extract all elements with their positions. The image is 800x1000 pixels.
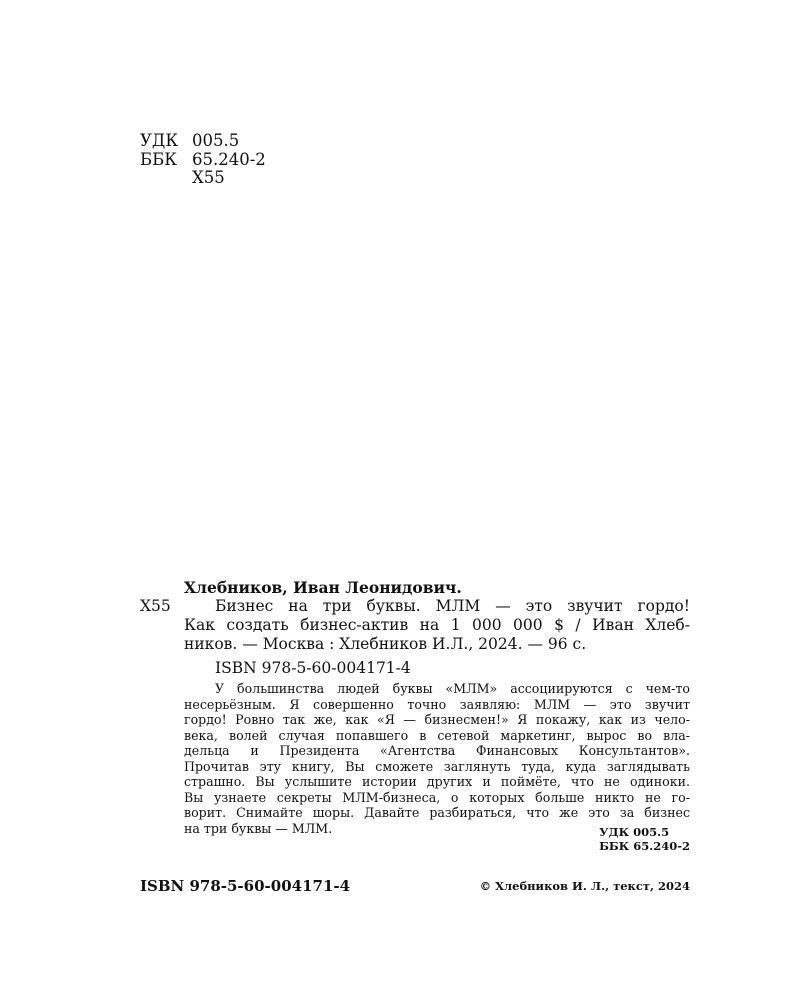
title-line: Бизнес на три буквы. МЛМ — это звучит гордо! — [215, 597, 690, 615]
annotation-line: века, волей случая попавшего в сетевой маркетинг, вырос во вла- — [184, 727, 690, 743]
record-isbn: ISBN 978-5-60-004171-4 — [215, 659, 411, 677]
udk-label: УДК — [140, 131, 179, 150]
author-heading: Хлебников, Иван Леонидович. — [184, 578, 462, 597]
title-line: ников. — Москва : Хлебников И.Л., 2024. — 96 с. — [184, 635, 587, 653]
bbk-value: 65.240-2 — [192, 149, 266, 169]
annotation-line: несерьёзным. Я совершенно точно заявляю: МЛМ — это звучит — [184, 696, 690, 712]
annotation-line: Прочитав эту книгу, Вы сможете заглянуть туда, куда заглядывать — [184, 758, 690, 774]
footer-isbn: ISBN 978-5-60-004171-4 — [140, 877, 351, 895]
annotation-line: дельца и Президента «Агентства Финансовых Консультантов». — [184, 743, 690, 758]
bbk-row — [140, 151, 266, 170]
annotation-line: Вы узнаете секреты МЛМ-бизнеса, о которых больше никто не го- — [184, 789, 690, 805]
annotation-line: на три буквы — МЛМ. — [184, 820, 333, 836]
author-sign: Х55 — [140, 597, 171, 615]
annotation-line: страшно. Вы услышите истории других и поймёте, что не одиноки. — [184, 774, 690, 789]
bottom-udk: УДК 005.5 — [599, 825, 670, 839]
bottom-bbk: ББК 65.240-2 — [599, 839, 690, 853]
author-sign-top: Х55 — [192, 168, 225, 187]
annotation-line: ворит. Снимайте шоры. Давайте разбираться, что же это за бизнес — [184, 805, 690, 820]
udk-row — [140, 132, 266, 151]
copyright-notice: © Хлебников И. Л., текст, 2024 — [479, 879, 690, 893]
annotation — [184, 681, 690, 836]
top-classification — [140, 132, 266, 188]
bottom-classification — [560, 825, 690, 853]
annotation-line: гордо! Ровно так же, как «Я — бизнесмен!» Я покажу, как из чело- — [184, 712, 690, 727]
annotation-line: У большинства людей буквы «МЛМ» ассоциируются с чем-то — [215, 681, 690, 696]
title-line: Как создать бизнес-актив на 1 000 000 $ / Иван Хлеб- — [184, 616, 690, 634]
bbk-label: ББК — [140, 149, 178, 169]
udk-value: 005.5 — [192, 131, 240, 150]
title-description — [184, 597, 690, 654]
